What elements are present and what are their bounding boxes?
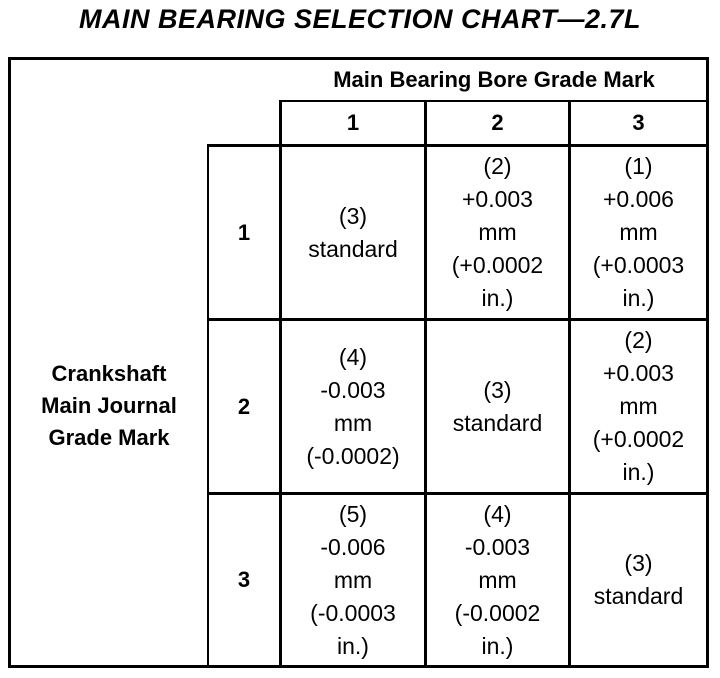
cell-text-line: +0.003 [461, 186, 533, 212]
chart-title: MAIN BEARING SELECTION CHART—2.7L [78, 4, 642, 34]
cell-text-line: in.) [622, 285, 655, 311]
cell-text-line: (-0.0003 [310, 599, 396, 626]
cell-text-line: in.) [337, 632, 369, 659]
cell-text-line: (4) [338, 343, 368, 370]
cell-text-line: (3) [483, 376, 512, 403]
row-group-label-line-3: Grade Mark [48, 425, 170, 450]
cell-text-line: mm [478, 219, 517, 245]
table-cell [571, 495, 706, 665]
cell-text-line: mm [619, 393, 658, 419]
row-grade-2: 2 [237, 393, 251, 419]
row-group-label [11, 147, 207, 665]
cell-text-line: -0.003 [464, 533, 531, 560]
cell-text-line: in.) [481, 632, 514, 659]
column-header-3: 3 [632, 110, 645, 135]
table-cell [427, 495, 568, 665]
table-cell [571, 147, 706, 318]
cell-text-line: -0.006 [320, 533, 386, 560]
cell-text-line: standard [452, 409, 543, 436]
table-cell [282, 495, 424, 665]
table-cell [282, 147, 424, 318]
table-cell [427, 147, 568, 318]
cell-text-line: +0.003 [602, 360, 674, 386]
cell-text-line: (3) [338, 202, 368, 229]
cell-text-line: -0.003 [320, 376, 386, 403]
table-cell [571, 321, 706, 492]
cell-text-line: (1) [624, 153, 653, 179]
cell-text-line: mm [333, 409, 373, 436]
row-grade-3: 3 [237, 567, 251, 592]
cell-text-line: (+0.0002 [592, 426, 685, 452]
row-grade-1: 1 [237, 219, 251, 245]
cell-text-line: (+0.0002 [451, 252, 544, 278]
cell-text-line: (+0.0003 [592, 252, 685, 278]
table-cell [282, 321, 424, 492]
cell-text-line: standard [308, 235, 398, 262]
cell-text-line: (3) [624, 550, 653, 576]
cell-text-line: (-0.0002) [306, 442, 400, 469]
column-header-1: 1 [346, 110, 360, 135]
cell-text-line: standard [593, 583, 684, 609]
cell-text-line: (-0.0002 [454, 599, 541, 626]
row-group-label-line-1: Crankshaft [51, 361, 167, 386]
column-group-label: Main Bearing Bore Grade Mark [333, 67, 655, 92]
cell-text-line: mm [619, 219, 658, 245]
table-cell [427, 321, 568, 492]
cell-text-line: in.) [622, 459, 655, 485]
cell-text-line: (2) [624, 327, 653, 353]
row-group-label-line-2: Main Journal [41, 393, 177, 418]
cell-text-line: (5) [338, 500, 368, 527]
cell-text-line: mm [478, 566, 517, 593]
cell-text-line: (4) [483, 500, 512, 527]
column-header-2: 2 [491, 110, 504, 135]
cell-text-line: +0.006 [602, 186, 674, 212]
cell-text-line: mm [333, 566, 373, 593]
cell-text-line: (2) [483, 153, 512, 179]
cell-text-line: in.) [481, 285, 514, 311]
